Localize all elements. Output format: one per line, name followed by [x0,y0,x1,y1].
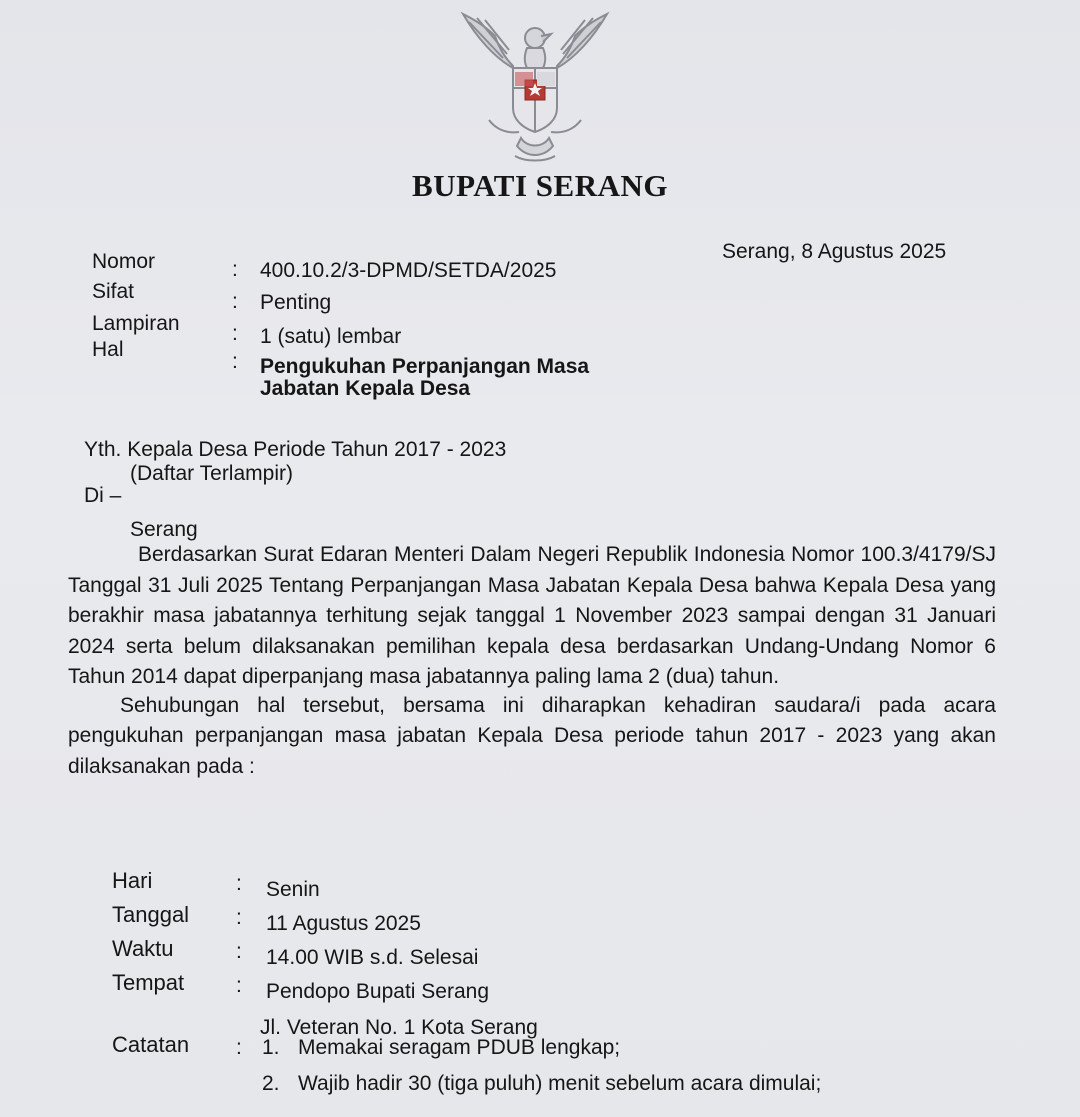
colon: : [236,1036,242,1059]
colon: : [232,322,238,345]
paragraph: Berdasarkan Surat Edaran Menteri Dalam Negeri Republik Indonesia Nomor 100.3/4179/SJ Tanggal 31 Juli 2025 Tentang Perpanjangan Masa Jabatan Kepala Desa bahwa Kepala Desa yang berakhir masa jabatannya terhitung sejak tanggal 1 November 2023 sampai dengan 31 Januari 2024 serta belum dilaksanakan pemilihan kepala desa berdasarkan Undang-Undang Nomor 6 Tahun 2014 dapat diperpanjang masa jabatannya paling lama 2 (dua) tahun. [68,543,996,688]
event-label: Tanggal [112,902,190,927]
letter-body [68,540,996,782]
colon: : [232,258,238,281]
addressee-city: Serang [130,518,198,541]
list-number: 1. [262,1036,280,1059]
colon: : [236,974,242,997]
colon: : [236,872,242,895]
list-text: Wajib hadir 30 (tiga puluh) menit sebelum acara dimulai; [298,1072,822,1095]
colon: : [232,290,238,313]
notes-label: Catatan [112,1032,190,1057]
colon: : [236,906,242,929]
event-label: Waktu [112,936,174,961]
meta-value: 1 (satu) lembar [260,325,402,348]
place-date: Serang, 8 Agustus 2025 [722,240,947,263]
garuda-emblem-icon [455,8,615,166]
paragraph: Sehubungan hal tersebut, bersama ini diharapkan kehadiran saudara/i pada acara pengukuhan perpanjangan masa jabatan Kepala Desa periode tahun 2017 - 2023 yang akan dilaksanakan pada : [68,693,996,778]
list-number: 2. [262,1072,280,1095]
event-label: Hari [112,868,153,893]
colon: : [236,940,242,963]
event-label: Tempat [112,970,185,995]
addressee-line: Yth. Kepala Desa Periode Tahun 2017 - 2023 [84,438,507,461]
notes-list [262,1036,821,1108]
event-value: 14.00 WIB s.d. Selesai [266,946,479,969]
addressee-line: (Daftar Terlampir) [130,462,293,485]
event-value: 11 Agustus 2025 [266,912,421,935]
event-value: Senin [266,878,320,901]
colon: : [232,350,238,373]
event-value: Jl. Veteran No. 1 Kota Serang [260,1016,538,1039]
meta-value-subject: Pengukuhan Perpanjangan Masa Jabatan Kepala Desa [260,355,590,400]
addressee-line: Di – [84,484,122,507]
event-value: Pendopo Bupati Serang [266,980,490,1003]
meta-value: 400.10.2/3-DPMD/SETDA/2025 [260,259,557,282]
list-item [262,1072,821,1108]
list-text: Memakai seragam PDUB lengkap; [298,1036,621,1059]
meta-label: Sifat [92,280,135,303]
meta-label: Lampiran [92,312,180,335]
meta-value: Penting [260,291,332,314]
meta-label: Nomor [92,250,156,273]
meta-label: Hal [92,338,124,361]
list-item [262,1036,821,1072]
addressee [84,438,506,542]
letter-title: BUPATI SERANG [412,168,668,203]
